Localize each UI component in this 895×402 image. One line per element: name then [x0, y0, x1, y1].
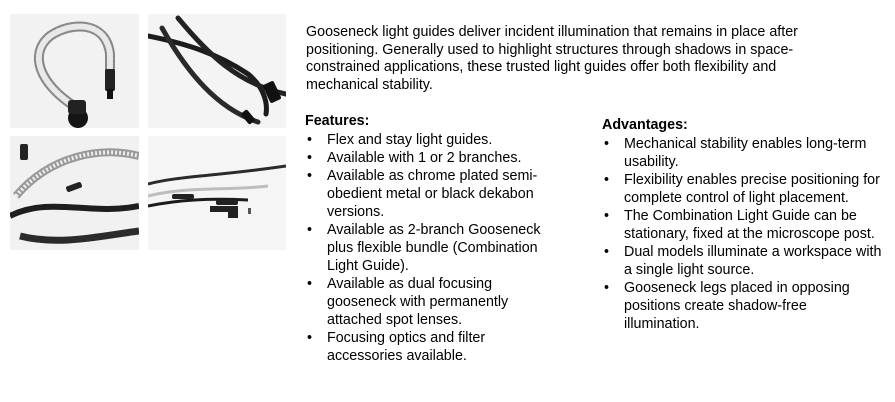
- features-heading: Features:: [305, 113, 370, 129]
- list-item: • Gooseneck legs placed in opposing positions create shadow-free illumination.: [602, 279, 882, 333]
- list-item: • Available as chrome plated semi-obedient metal or black dekabon versions.: [305, 167, 563, 221]
- list-item: • Available with 1 or 2 branches.: [305, 149, 563, 167]
- list-item: • Flexibility enables precise positioning for complete control of light placement.: [602, 171, 882, 207]
- advantages-list: [602, 135, 882, 333]
- intro-paragraph: Gooseneck light guides deliver incident illumination that remains in place after positioning. Generally used to highlight structures through shadows in space-constrained applications, these trusted light guides offer both flexibility and mechanical stability.: [306, 24, 798, 93]
- list-item: • Flex and stay light guides.: [305, 131, 563, 149]
- list-item: • Mechanical stability enables long-term usability.: [602, 135, 882, 171]
- list-item: • Focusing optics and filter accessories available.: [305, 329, 563, 365]
- list-item: • The Combination Light Guide can be stationary, fixed at the microscope post.: [602, 207, 882, 243]
- chrome-gooseneck-photo: [10, 14, 139, 128]
- combination-light-guide-photo: [10, 136, 139, 250]
- list-item: • Available as 2-branch Gooseneck plus flexible bundle (Combination Light Guide).: [305, 221, 563, 275]
- dual-focusing-gooseneck-photo: [148, 136, 286, 250]
- black-gooseneck-photo: [148, 14, 286, 128]
- advantages-heading: Advantages:: [602, 117, 688, 133]
- advantages-section: [602, 117, 882, 333]
- list-item: • Available as dual focusing gooseneck with permanently attached spot lenses.: [305, 275, 563, 329]
- features-section: [305, 113, 563, 365]
- list-item: • Dual models illuminate a workspace with a single light source.: [602, 243, 882, 279]
- features-list: [305, 131, 563, 365]
